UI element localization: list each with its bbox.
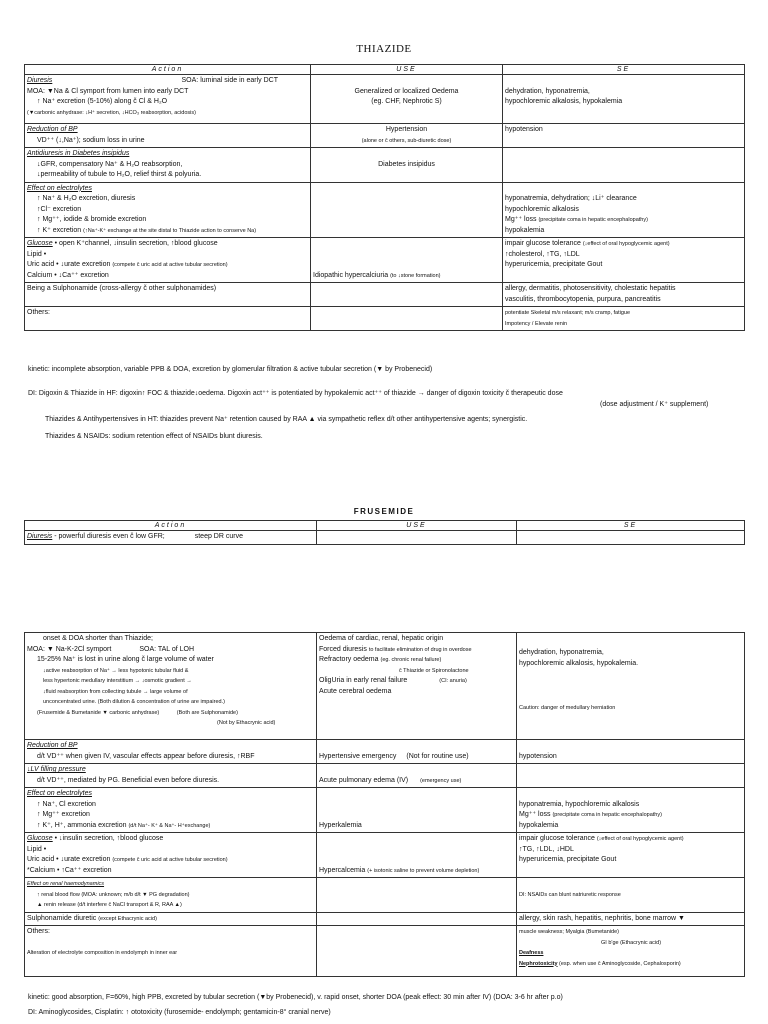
row-heading: Glucose bbox=[27, 835, 53, 842]
use-note: (to ↓stone formation) bbox=[390, 272, 441, 279]
text-line: ↑ renal blood flow bbox=[37, 891, 80, 898]
se-text: hypochloremic alkalosis, hypokalemia. bbox=[519, 659, 639, 667]
se-text: vasculitis, thrombocytopenia, purpura, pancreatitis bbox=[505, 295, 661, 303]
soa-text: SOA: luminal side in early DCT bbox=[181, 77, 278, 84]
se-text: Mg⁺⁺ loss bbox=[505, 216, 537, 223]
row-heading: Diuresis bbox=[27, 533, 53, 540]
text-line: onset & DOA shorter than Thiazide; bbox=[43, 635, 153, 642]
header-use: USE bbox=[317, 521, 517, 531]
table-row bbox=[25, 740, 745, 764]
thiazide-di1-note: (dose adjustment / K⁺ supplement) bbox=[600, 401, 709, 408]
use-note: to facilitate elimination of drug in overdose bbox=[368, 646, 472, 653]
se-text: hypokalemia bbox=[519, 821, 559, 829]
text-line: ↓GFR, compensatory Na⁺ & H₂O reabsorption, bbox=[37, 160, 183, 168]
text-line: ↓permeability of tubule to H₂O, relief thirst & polyuria. bbox=[37, 171, 202, 178]
note: (Both dilution & concentration of urine are impaired.) bbox=[97, 699, 225, 705]
se-text: hypotension bbox=[519, 752, 557, 760]
note: (except Ethacrynic acid) bbox=[98, 915, 157, 922]
row-heading: Reduction of BP bbox=[27, 126, 78, 133]
text-line: 15-25% Na⁺ is lost in urine along č large volume of water bbox=[37, 656, 214, 663]
text-line: ↑ Mg⁺⁺, iodide & bromide excretion bbox=[37, 216, 147, 223]
use-text: Oedema of cardiac, renal, hepatic origin bbox=[319, 635, 444, 642]
use-note: (eg. CHF, Nephrotic S) bbox=[371, 98, 442, 105]
text-line: less hypertonic medullary interstitium → ↓osmotic gradient → bbox=[43, 678, 192, 684]
se-text: hyperuricemia, precipitate Gout bbox=[519, 856, 617, 863]
use-note: (eg. chronic renal failure) bbox=[380, 657, 442, 663]
se-text: Nephrotoxicity bbox=[519, 960, 558, 967]
note: (MOA: unknown; m/b d/t ▼ PG degradation) bbox=[81, 891, 190, 898]
row-heading: Glucose bbox=[27, 240, 53, 247]
se-text: allergy, skin rash, hepatitis, nephritis, bone marrow ▼ bbox=[519, 914, 685, 922]
text-line: (▼carbonic anhydrase: ↓H⁺ secretion, ↓HCO₃ reabsorption, acidosis) bbox=[27, 109, 196, 116]
use-text: OligUria in early renal failure bbox=[319, 677, 408, 684]
use-text: Acute cerebral oedema bbox=[319, 687, 392, 695]
se-text: impair glucose tolerance bbox=[505, 240, 581, 247]
note: (d/t interfere č NaCl transport & R, RAA ▲) bbox=[77, 902, 182, 908]
use-text: Hypertension bbox=[385, 126, 428, 133]
text-line: ↑ Na⁺, Cl excretion bbox=[37, 800, 96, 808]
text-line: - powerful diuresis even č low GFR; bbox=[52, 533, 165, 540]
table-row bbox=[25, 182, 745, 238]
text-line: Lipid • bbox=[27, 250, 47, 258]
header-action: Action bbox=[25, 65, 311, 75]
frusemide-di: DI: Aminoglycosides, Cisplatin: ↑ ototoxicity (furosemide- endolymph; gentamicin-8° cranial nerve) bbox=[28, 1009, 331, 1016]
thiazide-di3: Thiazides & NSAIDs: sodium retention effect of NSAIDs blunt diuresis. bbox=[45, 433, 263, 440]
use-text: Acute pulmonary edema (IV) bbox=[319, 776, 409, 784]
text-line: ↑ K⁺ excretion bbox=[37, 226, 82, 234]
table-row bbox=[25, 283, 745, 307]
text-line: d/t VD⁺⁺ when given IV, vascular effects appear before diuresis, ↑RBF bbox=[37, 752, 255, 760]
note: (Frusemide & Bumetanide ▼ carbonic anhydrase) bbox=[37, 709, 160, 716]
se-text: hypotension bbox=[505, 126, 543, 133]
se-text: hyponatremia, hypochloremic alkalosis bbox=[519, 800, 640, 808]
note: (Not by Ethacrynic acid) bbox=[217, 720, 276, 726]
table-row bbox=[25, 878, 745, 913]
text-line: Others: bbox=[27, 309, 50, 316]
text-line: ↑ Na⁺ & H₂O excretion, diuresis bbox=[37, 195, 136, 202]
table-row bbox=[25, 75, 745, 124]
se-text: DI: NSAIDs can blunt natriuretic response bbox=[519, 891, 621, 898]
use-note: (+ isotonic saline to prevent volume depletion) bbox=[367, 867, 480, 874]
row-heading: Effect on electrolytes bbox=[27, 790, 92, 797]
note: (d/t Na⁺- K⁺ & Na⁺- H⁺exchange) bbox=[128, 822, 211, 829]
header-se: SE bbox=[503, 65, 745, 75]
note: (precipitate coma in hepatic encephalopathy) bbox=[538, 217, 648, 223]
thiazide-table bbox=[24, 64, 745, 331]
use-note: (alone or č others, sub-diuretic dose) bbox=[361, 137, 452, 144]
thiazide-kinetic: kinetic: incomplete absorption, variable PPB & DOA, excretion by glomerular filtration & active tubular secretion (▼ by Probenecid) bbox=[28, 366, 433, 373]
table-row bbox=[25, 833, 745, 878]
note: (compete č uric acid at active tubular secretion) bbox=[112, 857, 228, 863]
use-note: č Thiazide or Spironolactone bbox=[399, 667, 469, 674]
se-text: hypochloremic alkalosis bbox=[505, 205, 579, 213]
se-text: dehydration, hyponatremia, bbox=[505, 87, 590, 95]
note: (↓effect of oral hypoglycemic agent) bbox=[582, 241, 670, 247]
header-use: USE bbox=[311, 65, 503, 75]
text-line: VD⁺⁺ (↓,Na⁺); sodium loss in urine bbox=[37, 136, 145, 144]
se-text: dehydration, hyponatremia, bbox=[519, 649, 604, 656]
text-line: ↑ K⁺, H⁺, ammonia excretion bbox=[37, 821, 127, 829]
thiazide-di1: DI: Digoxin & Thiazide in HF: digoxin↑ FOC & thiazide↓oedema. Digoxin act⁺⁺ is potentiated by hypokalemic act⁺⁺ of thiazide → danger of digoxin toxicity č therapeutic dose bbox=[28, 390, 563, 397]
soa-text: SOA: TAL of LOH bbox=[139, 645, 195, 653]
text-line: ↑ Mg⁺⁺ excretion bbox=[37, 811, 90, 818]
table-row bbox=[25, 633, 745, 740]
se-text: hypochloremic alkalosis, hypokalemia bbox=[505, 98, 623, 105]
frusemide-kinetic: kinetic: good absorption, F=60%, high PPB, excreted by tubular secretion (▼by Probenecid), v. rapid onset, shorter DOA (peak effect: 30 min after IV) (DOA: 3-6 hr after p.o) bbox=[28, 994, 563, 1001]
table-row bbox=[25, 788, 745, 833]
table-row bbox=[25, 307, 745, 331]
frusemide-title: FRUSEMIDE bbox=[353, 507, 415, 516]
se-text: Mg⁺⁺ loss bbox=[519, 811, 551, 818]
row-heading: Diuresis bbox=[27, 77, 53, 84]
row-heading: Antidiuresis in Diabetes insipidus bbox=[27, 150, 130, 157]
text-line: Alteration of electrolyte composition in endolymph in inner ear bbox=[27, 950, 178, 956]
text-line: Uric acid • ↓urate excretion bbox=[27, 261, 111, 268]
table-row bbox=[25, 912, 745, 926]
text-line: Others: bbox=[27, 928, 50, 935]
note: (Both are Sulphonamide) bbox=[176, 709, 238, 716]
text-line: • open K⁺channel, ↓insulin secretion, ↑blood glucose bbox=[54, 240, 218, 247]
se-text: GI b'ge (Ethacrynic acid) bbox=[601, 939, 662, 946]
note: (↑Na⁺-K⁺ exchange at the site distal to Thiazide action to conserve Na) bbox=[83, 227, 257, 234]
text-line: Uric acid • ↓urate excretion bbox=[27, 856, 111, 863]
moa-text: MOA: ▼ Na-K-2Cl symport bbox=[27, 645, 112, 653]
text-line: ↑ Na⁺ excretion (5-10%) along č Cl & H₂O bbox=[37, 98, 168, 105]
text-line: unconcentrated urine. bbox=[43, 699, 97, 705]
use-text: Hypercalcemia bbox=[319, 866, 366, 874]
text-line: Being a Sulphonamide (cross-allergy č other sulphonamides) bbox=[27, 285, 217, 292]
row-heading: Effect on renal haemodynamics bbox=[27, 881, 105, 887]
se-text: ↑cholesterol, ↑TG, ↑LDL bbox=[505, 250, 580, 258]
use-note: (emergency use) bbox=[420, 777, 462, 784]
table-row bbox=[25, 531, 745, 545]
text-line: Calcium • ↓Ca⁺⁺ excretion bbox=[27, 271, 109, 279]
row-heading: Reduction of BP bbox=[27, 742, 78, 749]
use-text: Hypertensive emergency bbox=[319, 752, 397, 760]
row-heading: ↓LV filling pressure bbox=[27, 766, 86, 773]
text-line: • ↓insulin secretion, ↑blood glucose bbox=[54, 835, 164, 842]
use-text: Refractory oedema bbox=[319, 656, 379, 663]
use-text: Generalized or localized Oedema bbox=[354, 87, 459, 95]
text-line: ↓active reabsorption of Na⁺ → less hypotonic tubular fluid & bbox=[43, 667, 189, 674]
row-heading: Effect on electrolytes bbox=[27, 184, 92, 192]
header-se: SE bbox=[517, 521, 745, 531]
use-note: (CI: anuria) bbox=[439, 678, 467, 684]
text-line: Lipid • bbox=[27, 845, 47, 853]
use-text: Diabetes insipidus bbox=[378, 160, 435, 168]
use-text: Forced diuresis bbox=[319, 645, 367, 653]
table-row bbox=[25, 764, 745, 788]
se-text: impair glucose tolerance bbox=[519, 835, 595, 842]
text-line: ▲ renin release bbox=[37, 902, 76, 908]
se-text: allergy, dermatitis, photosensitivity, cholestatic hepatitis bbox=[505, 285, 676, 292]
se-text: Deafness bbox=[519, 950, 544, 956]
note: (esp. when use č Aminoglycoside, Cephalosporin) bbox=[559, 960, 681, 967]
se-text: hypokalemia bbox=[505, 226, 545, 234]
note: (precipitate coma in hepatic encephalopathy) bbox=[552, 812, 662, 818]
se-text: hyponatremia, dehydration; ↓Li⁺ clearance bbox=[505, 195, 637, 202]
note: (↓effect of oral hypoglycemic agent) bbox=[596, 836, 684, 842]
use-note: (Not for routine use) bbox=[406, 752, 469, 760]
se-text: potentiate Skeletal m/s relaxant; m/s cramp, fatigue bbox=[505, 310, 631, 316]
header-action: Action bbox=[25, 521, 317, 531]
text-line: steep DR curve bbox=[194, 533, 243, 540]
table-row bbox=[25, 148, 745, 183]
frusemide-header-table bbox=[24, 520, 745, 545]
se-text: muscle weakness; Myalgia (Bumetanide) bbox=[519, 929, 619, 935]
se-text: Impotency / Elevate renin bbox=[505, 320, 568, 327]
use-text: Hyperkalemia bbox=[319, 821, 362, 829]
se-text: hyperuricemia, precipitate Gout bbox=[505, 261, 603, 268]
text-line: *Calcium • ↑Ca⁺⁺ excretion bbox=[27, 866, 112, 874]
frusemide-table bbox=[24, 632, 745, 977]
text-line: d/t VD⁺⁺, mediated by PG. Beneficial even before diuresis. bbox=[37, 776, 220, 784]
note: (compete č uric acid at active tubular secretion) bbox=[112, 262, 228, 268]
se-text: ↑TG, ↑LDL, ↓HDL bbox=[519, 845, 574, 853]
text-line: ↑Cl⁻ excretion bbox=[37, 205, 82, 213]
se-text: Caution: danger of medullary herniation bbox=[519, 705, 616, 711]
thiazide-di2: Thiazides & Antihypertensives in HT: thiazides prevent Na⁺ retention caused by RAA ▲ via sympathetic reflex d/t other antihypertensive agents; synergistic. bbox=[45, 416, 528, 423]
table-row bbox=[25, 926, 745, 977]
table-row bbox=[25, 124, 745, 148]
text-line: Sulphonamide diuretic bbox=[27, 914, 97, 922]
table-row bbox=[25, 238, 745, 283]
use-text: Idiopathic hypercalciuria bbox=[313, 271, 389, 279]
moa-text: MOA: ▼Na & Cl symport from lumen into early DCT bbox=[27, 87, 189, 95]
thiazide-title: THIAZIDE bbox=[356, 43, 412, 55]
text-line: ↓fluid reabsorption from collecting tubule → large volume of bbox=[43, 688, 188, 695]
